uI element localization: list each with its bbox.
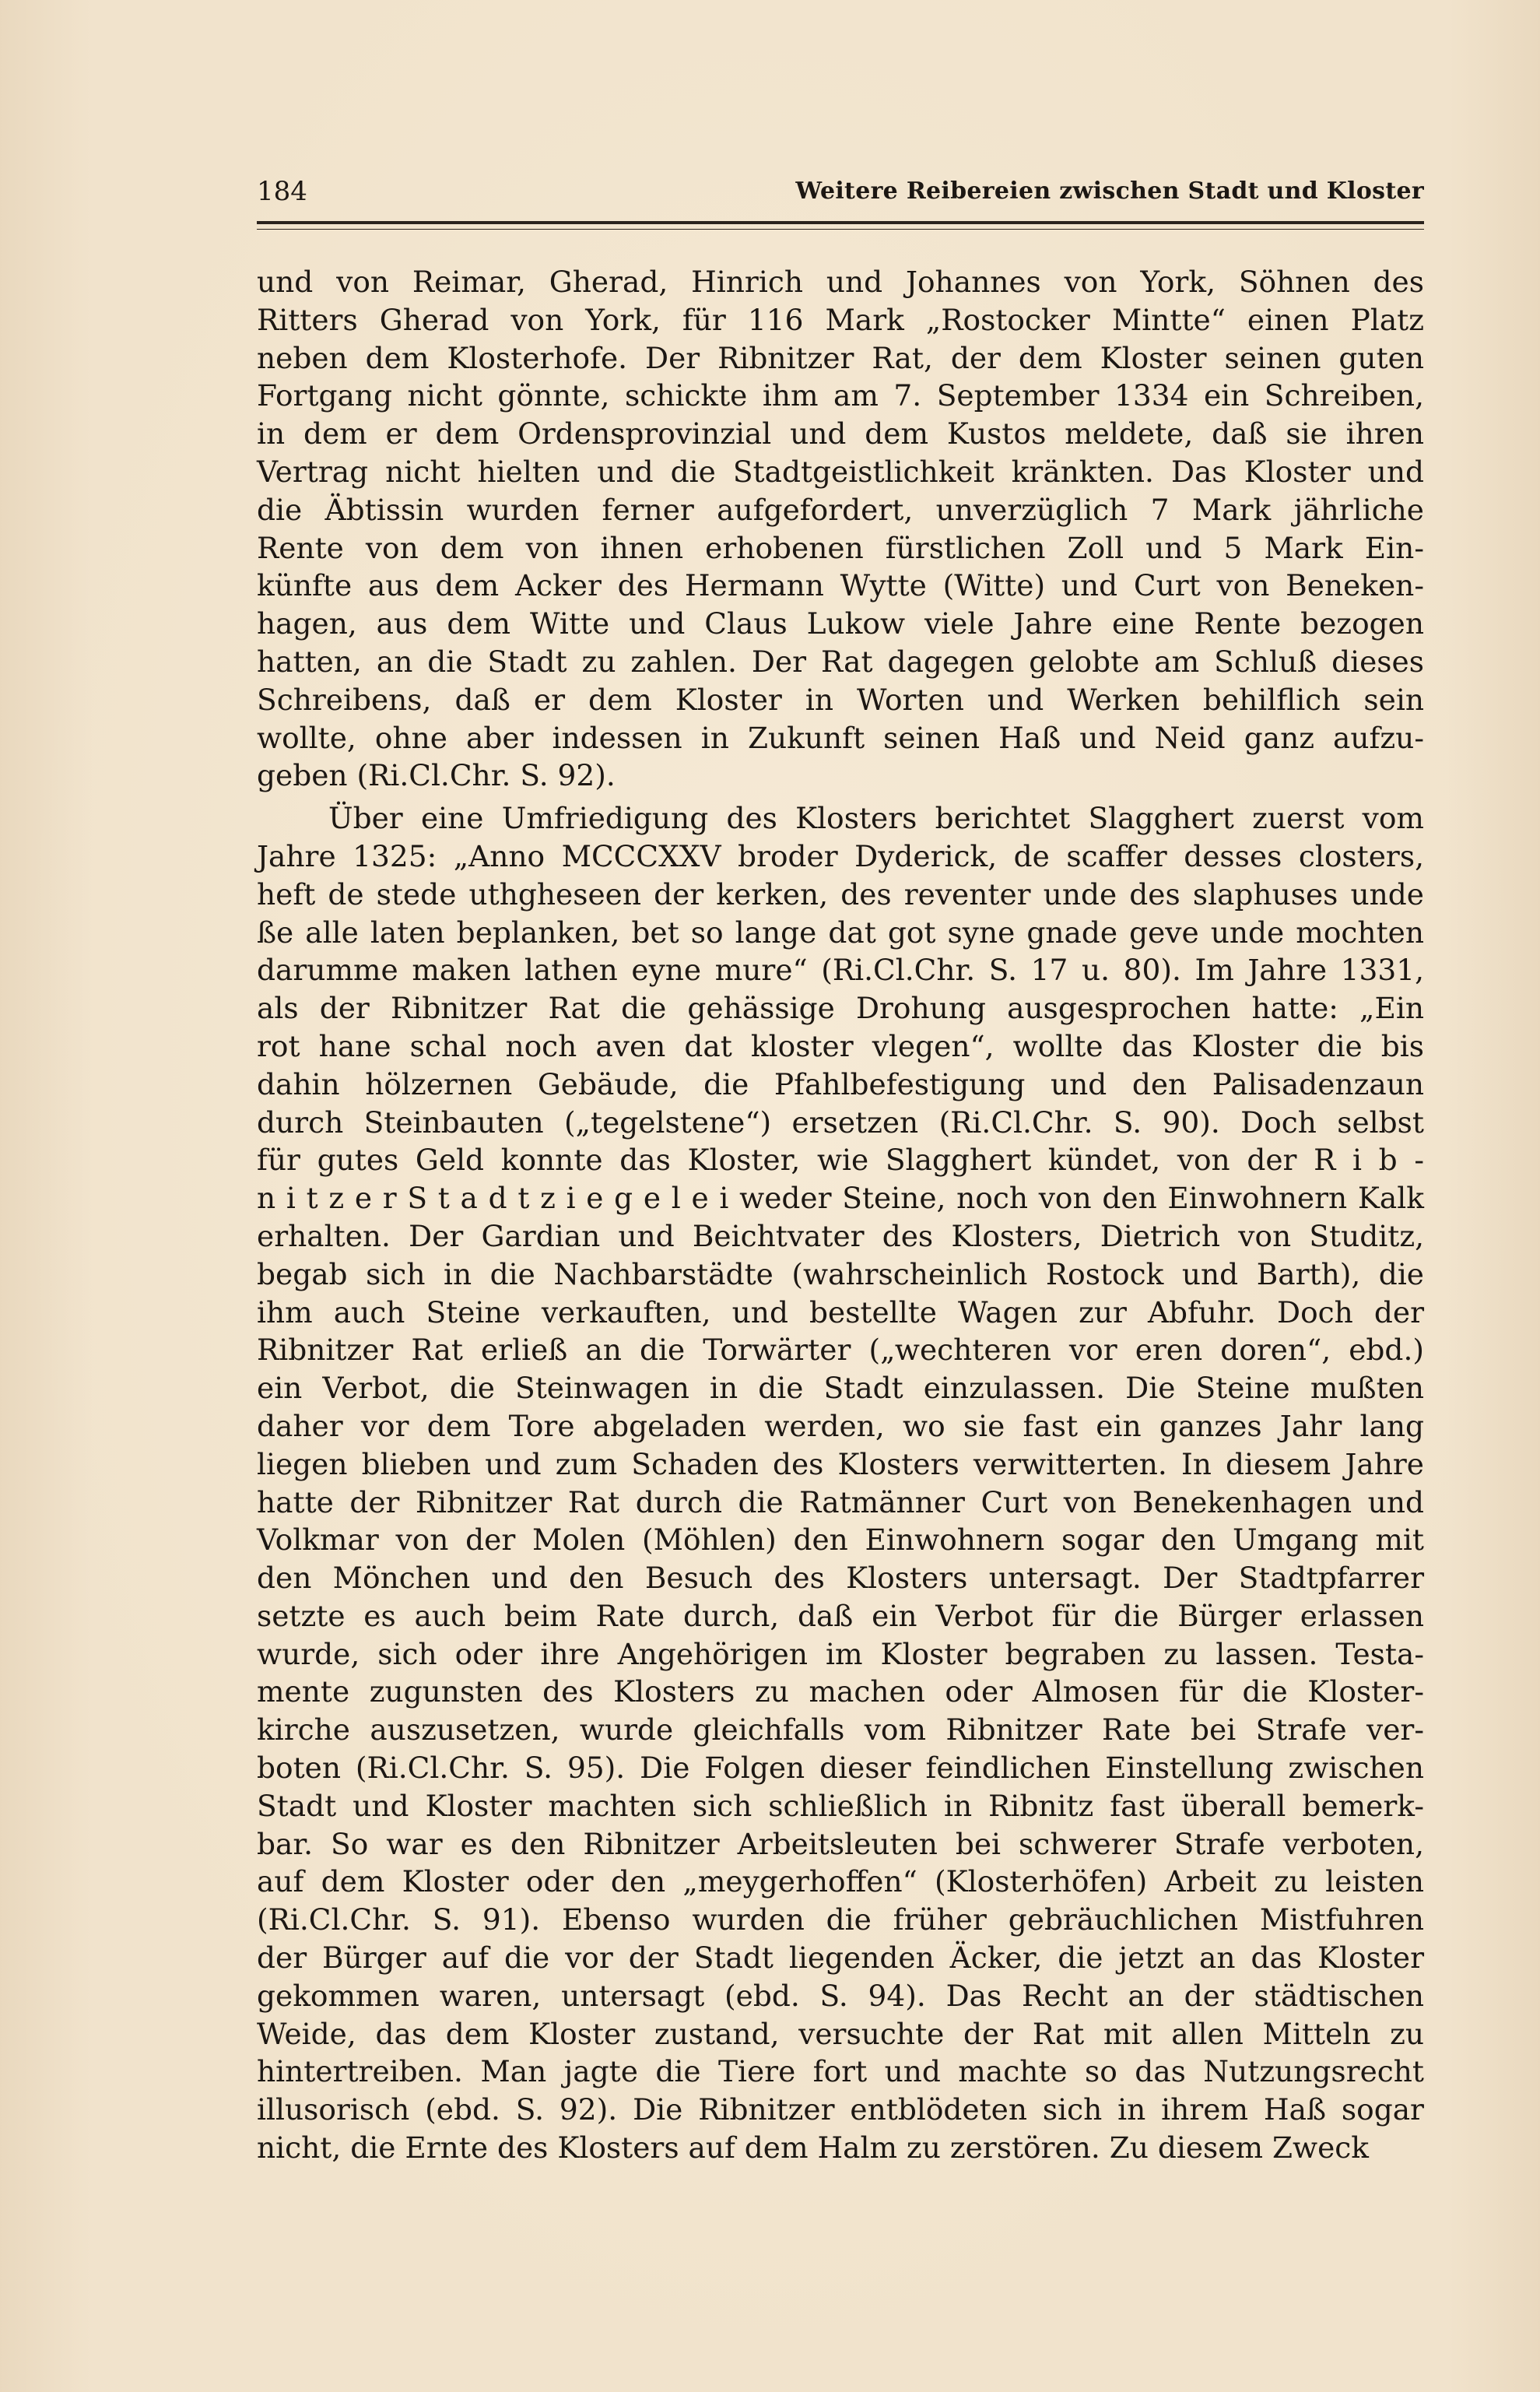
text-line: daher vor dem Tore abgeladen werden, wo sie fast ein ganzes Jahr lang [257,1408,1424,1443]
text-line: mente zugunsten des Klosters zu machen oder Almosen für die Kloster- [257,1674,1424,1709]
header-double-rule [257,229,1424,230]
text-line: hatten, an die Stadt zu zahlen. Der Rat dagegen gelobte am Schluß dieses [257,644,1424,679]
paragraph-1 [257,263,1424,795]
text-line: durch Steinbauten („tegelstene“) ersetzen (Ri.Cl.Chr. S. 90). Doch selbst [257,1105,1424,1140]
text-line: darumme maken lathen eyne mure“ (Ri.Cl.Chr. S. 17 u. 80). Im Jahre 1331, [257,953,1424,988]
text-line: der Bürger auf die vor der Stadt liegenden Äcker, die jetzt an das Kloster [257,1941,1424,1976]
text-line: Rente von dem von ihnen erhobenen fürstlichen Zoll und 5 Mark Ein- [257,530,1424,565]
text-line: erhalten. Der Gardian und Beichtvater des Klosters, Dietrich von Studitz, [257,1218,1424,1253]
text-line: künfte aus dem Acker des Hermann Wytte (Witte) und Curt von Beneken- [257,568,1424,603]
text-line: neben dem Klosterhofe. Der Ribnitzer Rat, der dem Kloster seinen guten [257,340,1424,375]
book-page [257,171,1424,2167]
text-line: ihm auch Steine verkauften, und bestellte Wagen zur Abfuhr. Doch der [257,1294,1424,1329]
text-line: Fortgang nicht gönnte, schickte ihm am 7. September 1334 ein Schreiben, [257,378,1424,413]
text-line: hintertreiben. Man jagte die Tiere fort und machte so das Nutzungsrecht [257,2054,1424,2089]
paragraph-2 [257,799,1424,2167]
text-line: geben (Ri.Cl.Chr. S. 92). [257,758,616,793]
text-line: Weide, das dem Kloster zustand, versuchte der Rat mit allen Mitteln zu [257,2016,1424,2051]
text-line: die Äbtissin wurden ferner aufgefordert, unverzüglich 7 Mark jährliche [257,492,1424,527]
text-line: als der Ribnitzer Rat die gehässige Drohung ausgesprochen hatte: „Ein [257,991,1424,1026]
text-line: auf dem Kloster oder den „meygerhoffen“ (Klosterhöfen) Arbeit zu leisten [257,1864,1424,1899]
text-line: rot hane schal noch aven dat kloster vlegen“, wollte das Kloster die bis [257,1028,1424,1063]
page-number: 184 [257,176,307,207]
text-line: wurde, sich oder ihre Angehörigen im Kloster begraben zu lassen. Testa- [257,1636,1424,1671]
text-line: heft de stede uthgheseen der kerken, des reventer unde des slaphuses unde [257,876,1424,911]
text-line: illusorisch (ebd. S. 92). Die Ribnitzer entblödeten sich in ihrem Haß sogar [257,2092,1424,2127]
running-title: Weitere Reibereien zwischen Stadt und Kloster [795,177,1424,205]
text-line: setzte es auch beim Rate durch, daß ein Verbot für die Bürger erlassen [257,1598,1424,1633]
text-line: hagen, aus dem Witte und Claus Lukow viele Jahre eine Rente bezogen [257,606,1424,641]
text-line: hatte der Ribnitzer Rat durch die Ratmänner Curt von Benekenhagen und [257,1484,1424,1519]
text-line: ein Verbot, die Steinwagen in die Stadt einzulassen. Die Steine mußten [257,1371,1424,1406]
running-header [257,171,1424,224]
text-line: bar. So war es den Ribnitzer Arbeitsleuten bei schwerer Strafe verboten, [257,1826,1424,1861]
text-line: dahin hölzernen Gebäude, die Pfahlbefestigung und den Palisadenzaun [257,1066,1424,1101]
text-line: und von Reimar, Gherad, Hinrich und Johannes von York, Söhnen des [257,265,1424,299]
text-line: Ribnitzer Rat erließ an die Torwärter („wechteren vor eren doren“, ebd.) [257,1333,1424,1368]
text-line: begab sich in die Nachbarstädte (wahrscheinlich Rostock und Barth), die [257,1256,1424,1291]
text-line: den Mönchen und den Besuch des Klosters untersagt. Der Stadtpfarrer [257,1561,1424,1596]
text-line: (Ri.Cl.Chr. S. 91). Ebenso wurden die früher gebräuchlichen Mistfuhren [257,1902,1424,1937]
text-line: Ritters Gherad von York, für 116 Mark „Rostocker Mintte“ einen Platz [257,302,1424,337]
text-line: ße alle laten beplanken, bet so lange dat got syne gnade geve unde mochten [257,915,1424,950]
text-line: Stadt und Kloster machten sich schließlich in Ribnitz fast überall bemerk- [257,1788,1424,1823]
text-line: kirche auszusetzen, wurde gleichfalls vom Ribnitzer Rate bei Strafe ver- [257,1712,1424,1747]
text-line: gekommen waren, untersagt (ebd. S. 94). Das Recht an der städtischen [257,1978,1424,2013]
body-text [257,263,1424,2167]
text-line: Vertrag nicht hielten und die Stadtgeistlichkeit kränkten. Das Kloster und [257,454,1424,489]
text-line: liegen blieben und zum Schaden des Klosters verwitterten. In diesem Jahre [257,1446,1424,1481]
text-line: n i t z e r S t a d t z i e g e l e i weder Steine, noch von den Einwohnern Kalk [257,1181,1424,1216]
text-line: nicht, die Ernte des Klosters auf dem Halm zu zerstören. Zu diesem Zweck [257,2130,1370,2165]
text-line: boten (Ri.Cl.Chr. S. 95). Die Folgen dieser feindlichen Einstellung zwischen [257,1751,1424,1786]
text-line: Schreibens, daß er dem Kloster in Worten und Werken behilflich sein [257,682,1424,717]
text-line: wollte, ohne aber indessen in Zukunft seinen Haß und Neid ganz aufzu- [257,720,1424,755]
text-line: für gutes Geld konnte das Kloster, wie Slagghert kündet, von der R i b - [257,1143,1424,1178]
text-line: in dem er dem Ordensprovinzial und dem Kustos meldete, daß sie ihren [257,416,1424,451]
text-line: Volkmar von der Molen (Möhlen) den Einwohnern sogar den Umgang mit [257,1523,1424,1558]
text-line: Jahre 1325: „Anno MCCCXXV broder Dyderick, de scaffer desses closters, [257,838,1424,873]
text-line: Über eine Umfriedigung des Klosters berichtet Slagghert zuerst vom [328,801,1424,836]
